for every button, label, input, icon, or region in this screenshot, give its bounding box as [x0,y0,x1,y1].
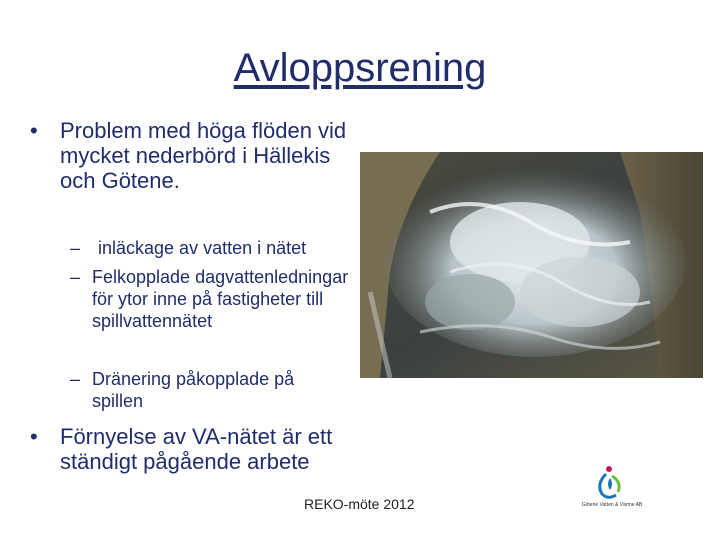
subbullet-1-mark: – [70,238,81,258]
company-logo [566,462,658,512]
logo-caption: Götene Vatten & Värme AB [581,502,643,508]
footer-text: REKO-möte 2012 [304,496,415,512]
subbullet-2-text: Felkopplade dagvattenledningar för ytor inne på fastigheter till spillvattennätet [92,267,349,331]
slide-title: Avloppsrening [233,46,487,90]
subbullet-3-text: Dränering påkopplade på spillen [92,369,295,411]
water-drop-person-icon [566,462,658,502]
subbullet-2-mark: – [70,267,81,287]
bullet-1-mark: • [30,118,38,143]
bullet-1-text: Problem med höga flöden vid mycket nederbörd i Hällekis och Götene. [60,118,347,193]
rushing-water-photo [360,152,703,378]
subbullet-3-mark: – [70,369,81,389]
bullet-2-text: Förnyelse av VA-nätet är ett ständigt pågående arbete [60,424,333,474]
subbullet-1-text: inläckage av vatten i nätet [98,238,307,258]
bullet-2-mark: • [30,424,38,449]
